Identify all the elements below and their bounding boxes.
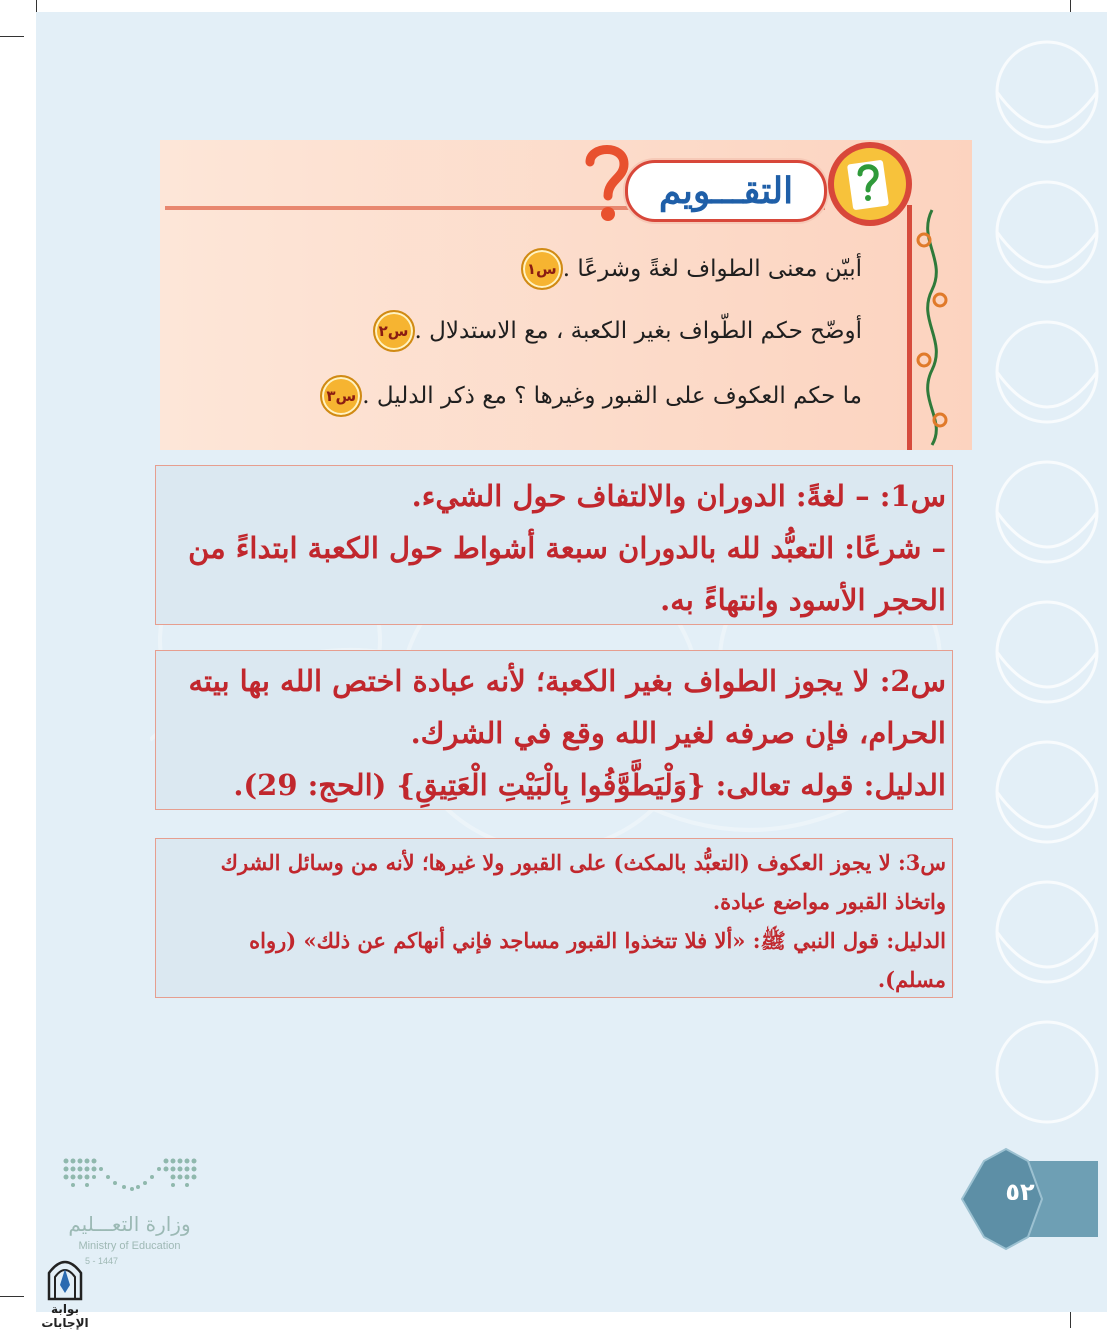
answer-line: واتخاذ القبور مواضع عبادة.: [712, 889, 946, 914]
answer-line: – شرعًا: التعبُّد لله بالدوران سبعة أشواط حول الكعبة ابتداءً من: [188, 531, 946, 565]
answer-line: س3: لا يجوز العكوف (التعبُّد بالمكث) على القبور ولا غيرها؛ لأنه من وسائل الشرك: [220, 850, 946, 875]
question-item: [515, 248, 862, 290]
section-title: [625, 160, 827, 222]
portal-watermark: [28, 1255, 102, 1330]
question-number-badge: س٣: [320, 375, 362, 417]
answer-line: الدليل: قوله تعالى: {وَلْيَطَّوَّفُوا بِالْبَيْتِ الْعَتِيقِ} (الحج: 29).: [233, 768, 946, 802]
question-item: [314, 375, 862, 417]
question-text: أوضّح حكم الطّواف بغير الكعبة ، مع الاستدلال .: [414, 318, 862, 344]
answer-line: س2: لا يجوز الطواف بغير الكعبة؛ لأنه عبادة اختص الله بها بيته: [188, 664, 946, 698]
question-number-badge: س١: [521, 248, 563, 290]
answer-box-2: [155, 650, 953, 810]
ministry-name-ar: وزارة التعـــليم: [68, 1212, 191, 1236]
answer-box-1: [155, 465, 953, 625]
page-number: ٥٢: [1005, 1178, 1035, 1206]
answer-box-3: [155, 838, 953, 998]
ministry-logo-icon: [62, 1155, 198, 1195]
answer-line: الحرام، فإن صرفه لغير الله وقع في الشرك.: [410, 716, 946, 750]
question-number-badge: س٢: [373, 310, 415, 352]
crop-mark: [0, 1296, 24, 1297]
crop-mark: [0, 36, 24, 37]
edition-year: 5 - 1447: [85, 1256, 119, 1266]
question-mark-icon: [582, 140, 632, 226]
pen-logo-icon: [45, 1255, 85, 1301]
answer-line: س1: – لغةً: الدوران والالتفاف حول الشيء.: [411, 479, 946, 513]
portal-name: بوابة الإجابات: [41, 1302, 89, 1330]
question-text: ما حكم العكوف على القبور وغيرها ؟ مع ذكر الدليل .: [362, 383, 862, 409]
question-text: أبيّن معنى الطواف لغةً وشرعًا .: [562, 256, 862, 282]
answer-line: الحجر الأسود وانتهاءً به.: [660, 583, 946, 617]
question-item: [367, 310, 862, 352]
answer-line: مسلم).: [877, 967, 946, 992]
section-title-text: التقـــويم: [658, 170, 794, 212]
evaluation-badge-icon: [826, 140, 914, 228]
ministry-name-en: Ministry of Education: [78, 1240, 181, 1252]
answer-line: الدليل: قول النبي ﷺ: «ألا فلا تتخذوا القبور مساجد فإني أنهاكم عن ذلك» (رواه: [249, 928, 946, 953]
vine-ornament: [912, 200, 952, 450]
